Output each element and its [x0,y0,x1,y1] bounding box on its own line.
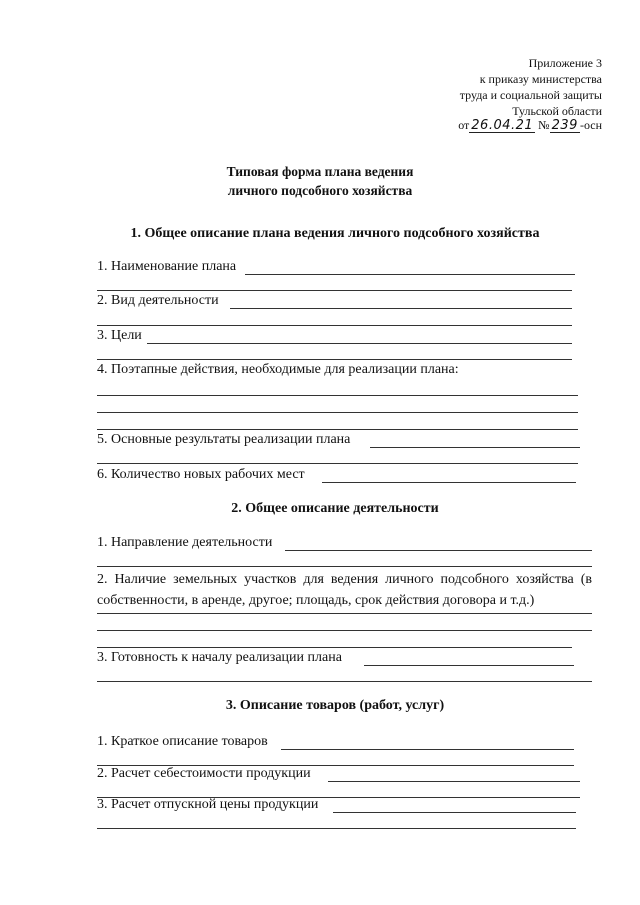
land-plots-label: 2. Наличие земельных участков для ведения личного подсобного хозяйства (в собственности, в аренде, другое; площадь, срок действия договора и т.д.) [97,572,592,608]
section3-heading: 3. Описание товаров (работ, услуг) [225,698,445,713]
goals-field[interactable] [147,343,572,344]
handwritten-date: 26.04.21 [471,118,534,133]
goods-description-field[interactable] [281,749,574,750]
results-field[interactable] [370,447,580,448]
direction-label: 1. Направление деятельности [97,535,273,550]
form-title-line1: Типовая форма плана ведения [226,164,414,179]
price-calculation-label: 3. Расчет отпускной цены продукции [97,797,319,812]
goods-description-label: 1. Краткое описание товаров [97,734,268,749]
section1-heading: 1. Общее описание плана ведения личного подсобного хозяйства [130,226,540,241]
results-label: 5. Основные результаты реализации плана [97,432,351,447]
appendix-ministry: труда и социальной защиты [459,88,602,102]
new-jobs-field[interactable] [322,482,576,483]
direction-field[interactable] [285,550,592,551]
results-line-2[interactable] [97,463,578,464]
land-plots-line-1[interactable] [97,613,592,614]
land-plots-line-2[interactable] [97,630,592,631]
readiness-line-2[interactable] [97,681,592,682]
number-suffix: -осн [579,118,602,132]
cost-calculation-label: 2. Расчет себестоимости продукции [97,766,311,781]
handwritten-number: 239 [551,118,578,133]
readiness-label: 3. Готовность к началу реализации плана [97,650,342,665]
readiness-field[interactable] [364,665,574,666]
number-label: № [538,118,550,132]
appendix-date-number [458,119,602,133]
price-calculation-field[interactable] [333,812,576,813]
activity-type-label: 2. Вид деятельности [97,293,219,308]
land-plots-line-3[interactable] [97,647,572,648]
activity-type-field[interactable] [230,308,572,309]
form-title-line2: личного подсобного хозяйства [227,183,413,198]
goals-label: 3. Цели [97,328,142,343]
appendix-region: Тульской области [512,104,602,118]
activity-type-line-2[interactable] [97,325,572,326]
steps-line-2[interactable] [97,412,578,413]
goals-line-2[interactable] [97,359,572,360]
cost-calculation-field[interactable] [328,781,580,782]
section2-heading: 2. Общее описание деятельности [231,501,439,516]
appendix-title: Приложение 3 [528,56,602,70]
steps-line-1[interactable] [97,395,578,396]
new-jobs-label: 6. Количество новых рабочих мест [97,467,305,482]
plan-name-label: 1. Наименование плана [97,259,237,274]
steps-label: 4. Поэтапные действия, необходимые для реализации плана: [97,362,459,377]
price-calculation-line-2[interactable] [97,828,576,829]
appendix-order-ref: к приказу министерства [479,72,602,86]
plan-name-line-2[interactable] [97,290,572,291]
plan-name-field[interactable] [245,274,575,275]
steps-line-3[interactable] [97,429,578,430]
direction-line-2[interactable] [97,566,592,567]
date-label: от [458,118,470,132]
